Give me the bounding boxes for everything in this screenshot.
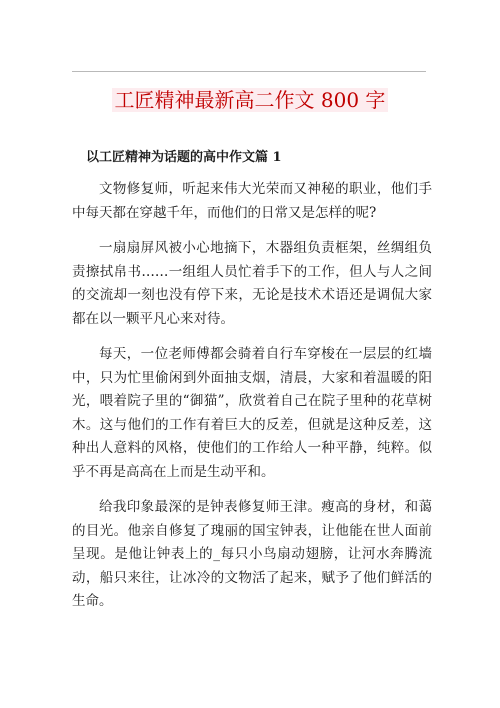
title-text: 工匠精神最新高二作文 800 字 [112, 88, 389, 112]
paragraph: 每天，一位老师傅都会骑着自行车穿梭在一层层的红墙中，只为忙里偷闲到外面抽支烟，清晨，大家和着温暖的阳光，喂着院子里的“御猫”，欣赏着自己在院子里种的花草树木。这与他们的工作有着巨大的反差，但就是这种反差，这种出人意料的风格，使他们的工作给人一种平静，纯粹。似乎不再是高高在上而是生动平和。 [72, 346, 432, 480]
header-divider [72, 71, 426, 72]
paragraph: 文物修复师，听起来伟大光荣而又神秘的职业，他们手中每天都在穿越千年，而他们的日常又是怎样的呢? [72, 181, 432, 221]
document-title [0, 86, 500, 114]
paragraph: 给我印象最深的是钟表修复师王津。瘦高的身材，和蔼的目光。他亲自修复了瑰丽的国宝钟表，让他能在世人面前呈现。是他让钟表上的_每只小鸟扇动翅膀，让河水奔腾流动，船只来往，让冰冷的文物活了起来，赋予了他们鲜活的生命。 [72, 499, 432, 609]
paragraph: 一扇扇屏风被小心地摘下，木器组负责框架，丝绸组负责擦拭帛书……一组组人员忙着手下的工作，但人与人之间的交流却一刻也没有停下来，无论是技术术语还是调侃大家都在以一颗平凡心来对待。 [72, 240, 432, 327]
section-subtitle: 以工匠精神为话题的高中作文篇 1 [86, 150, 282, 165]
essay-body [72, 178, 432, 626]
